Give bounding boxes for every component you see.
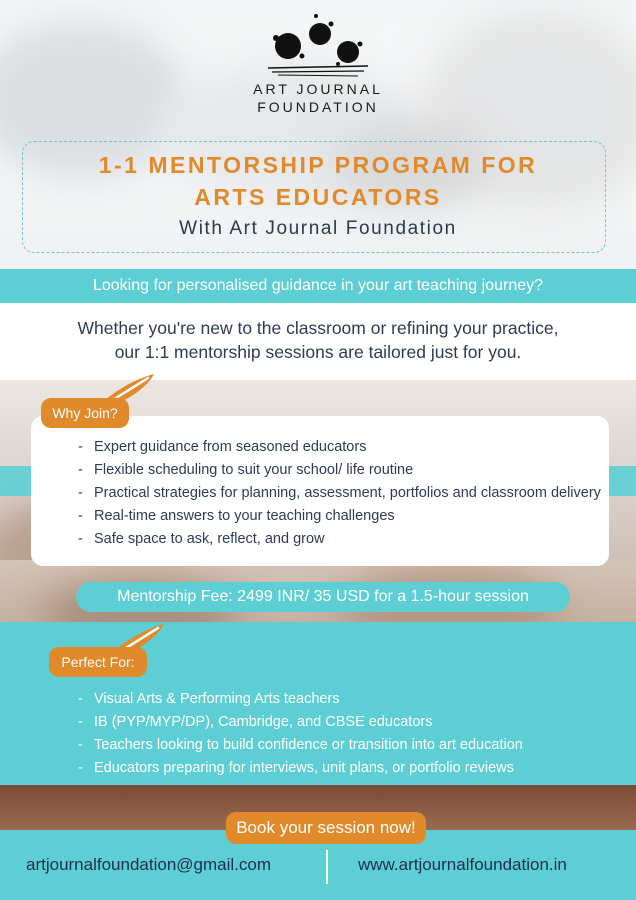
website-link[interactable]: www.artjournalfoundation.in [358, 855, 567, 874]
list-item: - Safe space to ask, reflect, and grow [78, 531, 325, 547]
intro-line1: Whether you're new to the classroom or refining your practice, [77, 318, 559, 338]
list-item: - Visual Arts & Performing Arts teachers [78, 691, 340, 707]
perfect-for-list [78, 688, 523, 780]
tagline-text: Looking for personalised guidance in your art teaching journey? [92, 277, 544, 294]
book-session-button[interactable]: Book your session now! [226, 812, 426, 844]
footer-divider [326, 850, 328, 884]
email-link[interactable]: artjournalfoundation@gmail.com [26, 855, 271, 874]
logo-text-line1: ART JOURNAL [253, 81, 383, 97]
logo-text-line2: FOUNDATION [257, 99, 379, 115]
ink-splatter-logo-icon [258, 8, 378, 80]
why-join-list [78, 436, 601, 551]
perfect-for-label: Perfect For: [49, 647, 147, 677]
list-item: - Practical strategies for planning, assessment, portfolios and classroom delivery [78, 485, 601, 501]
intro-line2: our 1:1 mentorship sessions are tailored just for you. [114, 342, 522, 362]
fee-badge: Mentorship Fee: 2499 INR/ 35 USD for a 1.5-hour session [76, 582, 570, 612]
why-join-label: Why Join? [41, 398, 129, 428]
list-item: - Educators preparing for interviews, unit plans, or portfolio reviews [78, 760, 514, 776]
tagline-band [0, 269, 636, 303]
page-title-line1: 1-1 MENTORSHIP PROGRAM FOR [98, 152, 538, 178]
list-item: - Flexible scheduling to suit your school/ life routine [78, 462, 414, 478]
list-item: - Real-time answers to your teaching challenges [78, 508, 395, 524]
list-item: - Teachers looking to build confidence or transition into art education [78, 737, 523, 753]
list-item: - IB (PYP/MYP/DP), Cambridge, and CBSE educators [78, 714, 433, 730]
page-title-line2: ARTS EDUCATORS [194, 184, 442, 210]
logo [248, 8, 388, 120]
page-subtitle: With Art Journal Foundation [179, 218, 457, 239]
list-item: - Expert guidance from seasoned educators [78, 439, 367, 455]
